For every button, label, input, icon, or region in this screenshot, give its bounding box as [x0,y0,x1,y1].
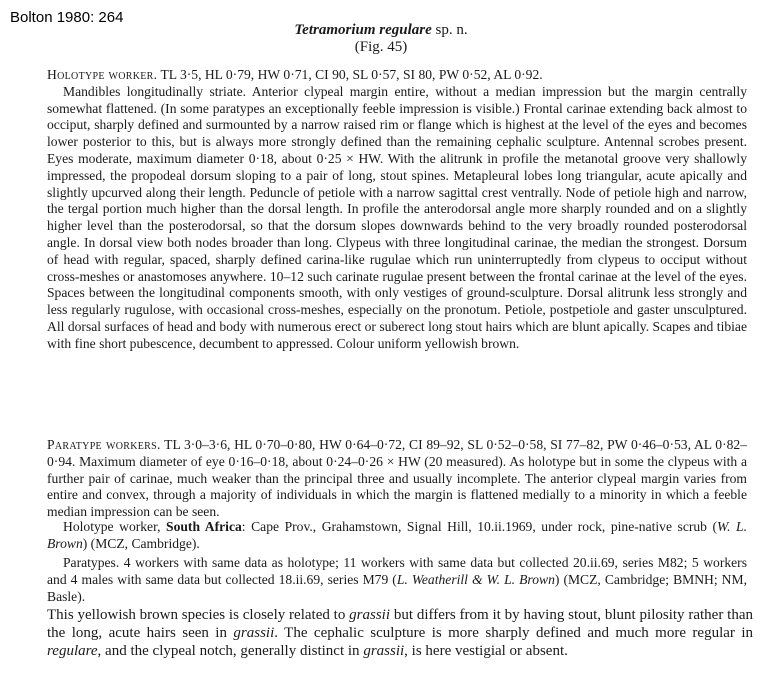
holotype-material-depository: ) (MCZ, Cambridge). [82,535,200,551]
species-status: sp. n. [431,22,468,38]
paratype-material-pre: Paratypes. 4 workers with same data as holotype; 11 workers with same data but collected 20.ii.69, series M82; 5 workers and 4 males with same data but collected 18.ii.69, series M79 ( [47,555,747,587]
holotype-description-text: Mandibles longitudinally striate. Anterior clypeal margin entire, without a median impression but the margin centrally somewhat flattened. (In some paratypes an exceptionally feeble impression is visible.) Frontal carinae extending back almost to occiput, sharply defined and surmounted by a narrow raised rim or flange which is highest at the level of the eyes and becomes lower posterior to this, but is always more strongly defined than the remaining cephalic sculpture. Antennal scrobes present. Eyes moderate, maximum diameter 0·18, about 0·25 × HW. With the alitrunk in profile the metanotal groove very shallowly impressed, the propodeal dorsum sloping to a pair of long, stout spines. Metapleural lobes long triangular, acute apically and slightly upcurved along their length. Peduncle of petiole with a narrow sagittal crest ventrally. Node of petiole high and narrow, the tergal portion much higher than the dorsal length. In profile the anterodorsal angle more sharply rounded and on a slightly higher level than the posterodorsal, so that the dorsum slopes downwards behind to the very broadly rounded posterodorsal angle. In dorsal view both nodes broader than long. Clypeus with three longitudinal carinae, the median the strongest. Dorsum of head with regular, spaced, sharply defined carina-like rugulae which run uninterruptedly from clypeus to occiput without cross-meshes or anastomoses anywhere. 10–12 such carinate rugulae present between the frontal carinae at the level of the eyes. Spaces between the longitudinal components smooth, with only vestiges of ground-sculpture. Dorsal alitrunk less strongly and less regularly rugulose, with occasional cross-meshes, especially on the pronotum. Petiole, postpetiole and gaster unsculptured. All dorsal surfaces of head and body with numerous erect or suberect long stout hairs which are blunt apically. Scapes and tibiae with fine short pubescence, decumbent to appressed. Colour uniform yellowish brown. [47,83,747,351]
paratype-collectors: L. Weatherill & W. L. Brown [396,571,555,587]
holotype-material-pre: Holotype worker, [63,519,167,534]
species-remarks [47,606,753,660]
remarks-part-4: , and the clypeal notch, generally distinct in [97,643,364,659]
holotype-material [47,519,747,553]
species-title [0,22,762,39]
figure-reference: (Fig. 45) [354,39,408,55]
taxon-grassii-3: grassii [363,643,405,659]
taxon-grassii-1: grassii [349,607,391,623]
paratype-material-depository: ) (MCZ, Cambridge; BMNH; NM, Basle). [47,571,747,604]
country: South Africa [166,519,242,534]
remarks-part-3: . The cephalic sculpture is more sharply defined and much more regular in [274,625,753,641]
remarks-part-5: , is here vestigial or absent. [404,643,568,659]
remarks-part-1: This yellowish brown species is closely related to [47,607,350,623]
paratype-material [47,555,747,605]
holotype-measurements: TL 3·5, HL 0·79, HW 0·71, CI 90, SL 0·57, SI 80, PW 0·52, AL 0·92. [157,67,543,82]
holotype-description [47,67,747,353]
taxon-regulare: regulare [47,643,98,659]
paratype-text: TL 3·0–3·6, HL 0·70–0·80, HW 0·64–0·72, CI 89–92, SL 0·52–0·58, SI 77–82, PW 0·46–0·53, AL 0·82–0·94. Maximum diameter of eye 0·16–0·18, about 0·24–0·26 × HW (20 measured). As holotype but in some the clypeus with a further pair of carinae, much weaker than the principal three and usually incomplete. The anterior clypeal margin varies from entire and convex, through a majority of individuals in which the margin is flattened medially to a minority in which a feeble median impression can be seen. [47,437,747,520]
holotype-heading: Holotype worker. [47,67,158,82]
paratype-heading: Paratype workers. [47,437,161,452]
species-name: Tetramorium regulare [294,22,432,38]
collector: W. L. Brown [47,519,748,551]
citation-tag: Bolton 1980: 264 [10,9,124,26]
remarks-part-2: but differs from it by having stout, blunt pilosity rather than the long, acute hairs seen in [47,607,753,641]
holotype-material-locality: : Cape Prov., Grahamstown, Signal Hill, 10.ii.1969, under rock, pine-native scrub ( [241,519,718,534]
taxon-grassii-2: grassii [233,625,275,641]
paratype-description [47,437,747,521]
